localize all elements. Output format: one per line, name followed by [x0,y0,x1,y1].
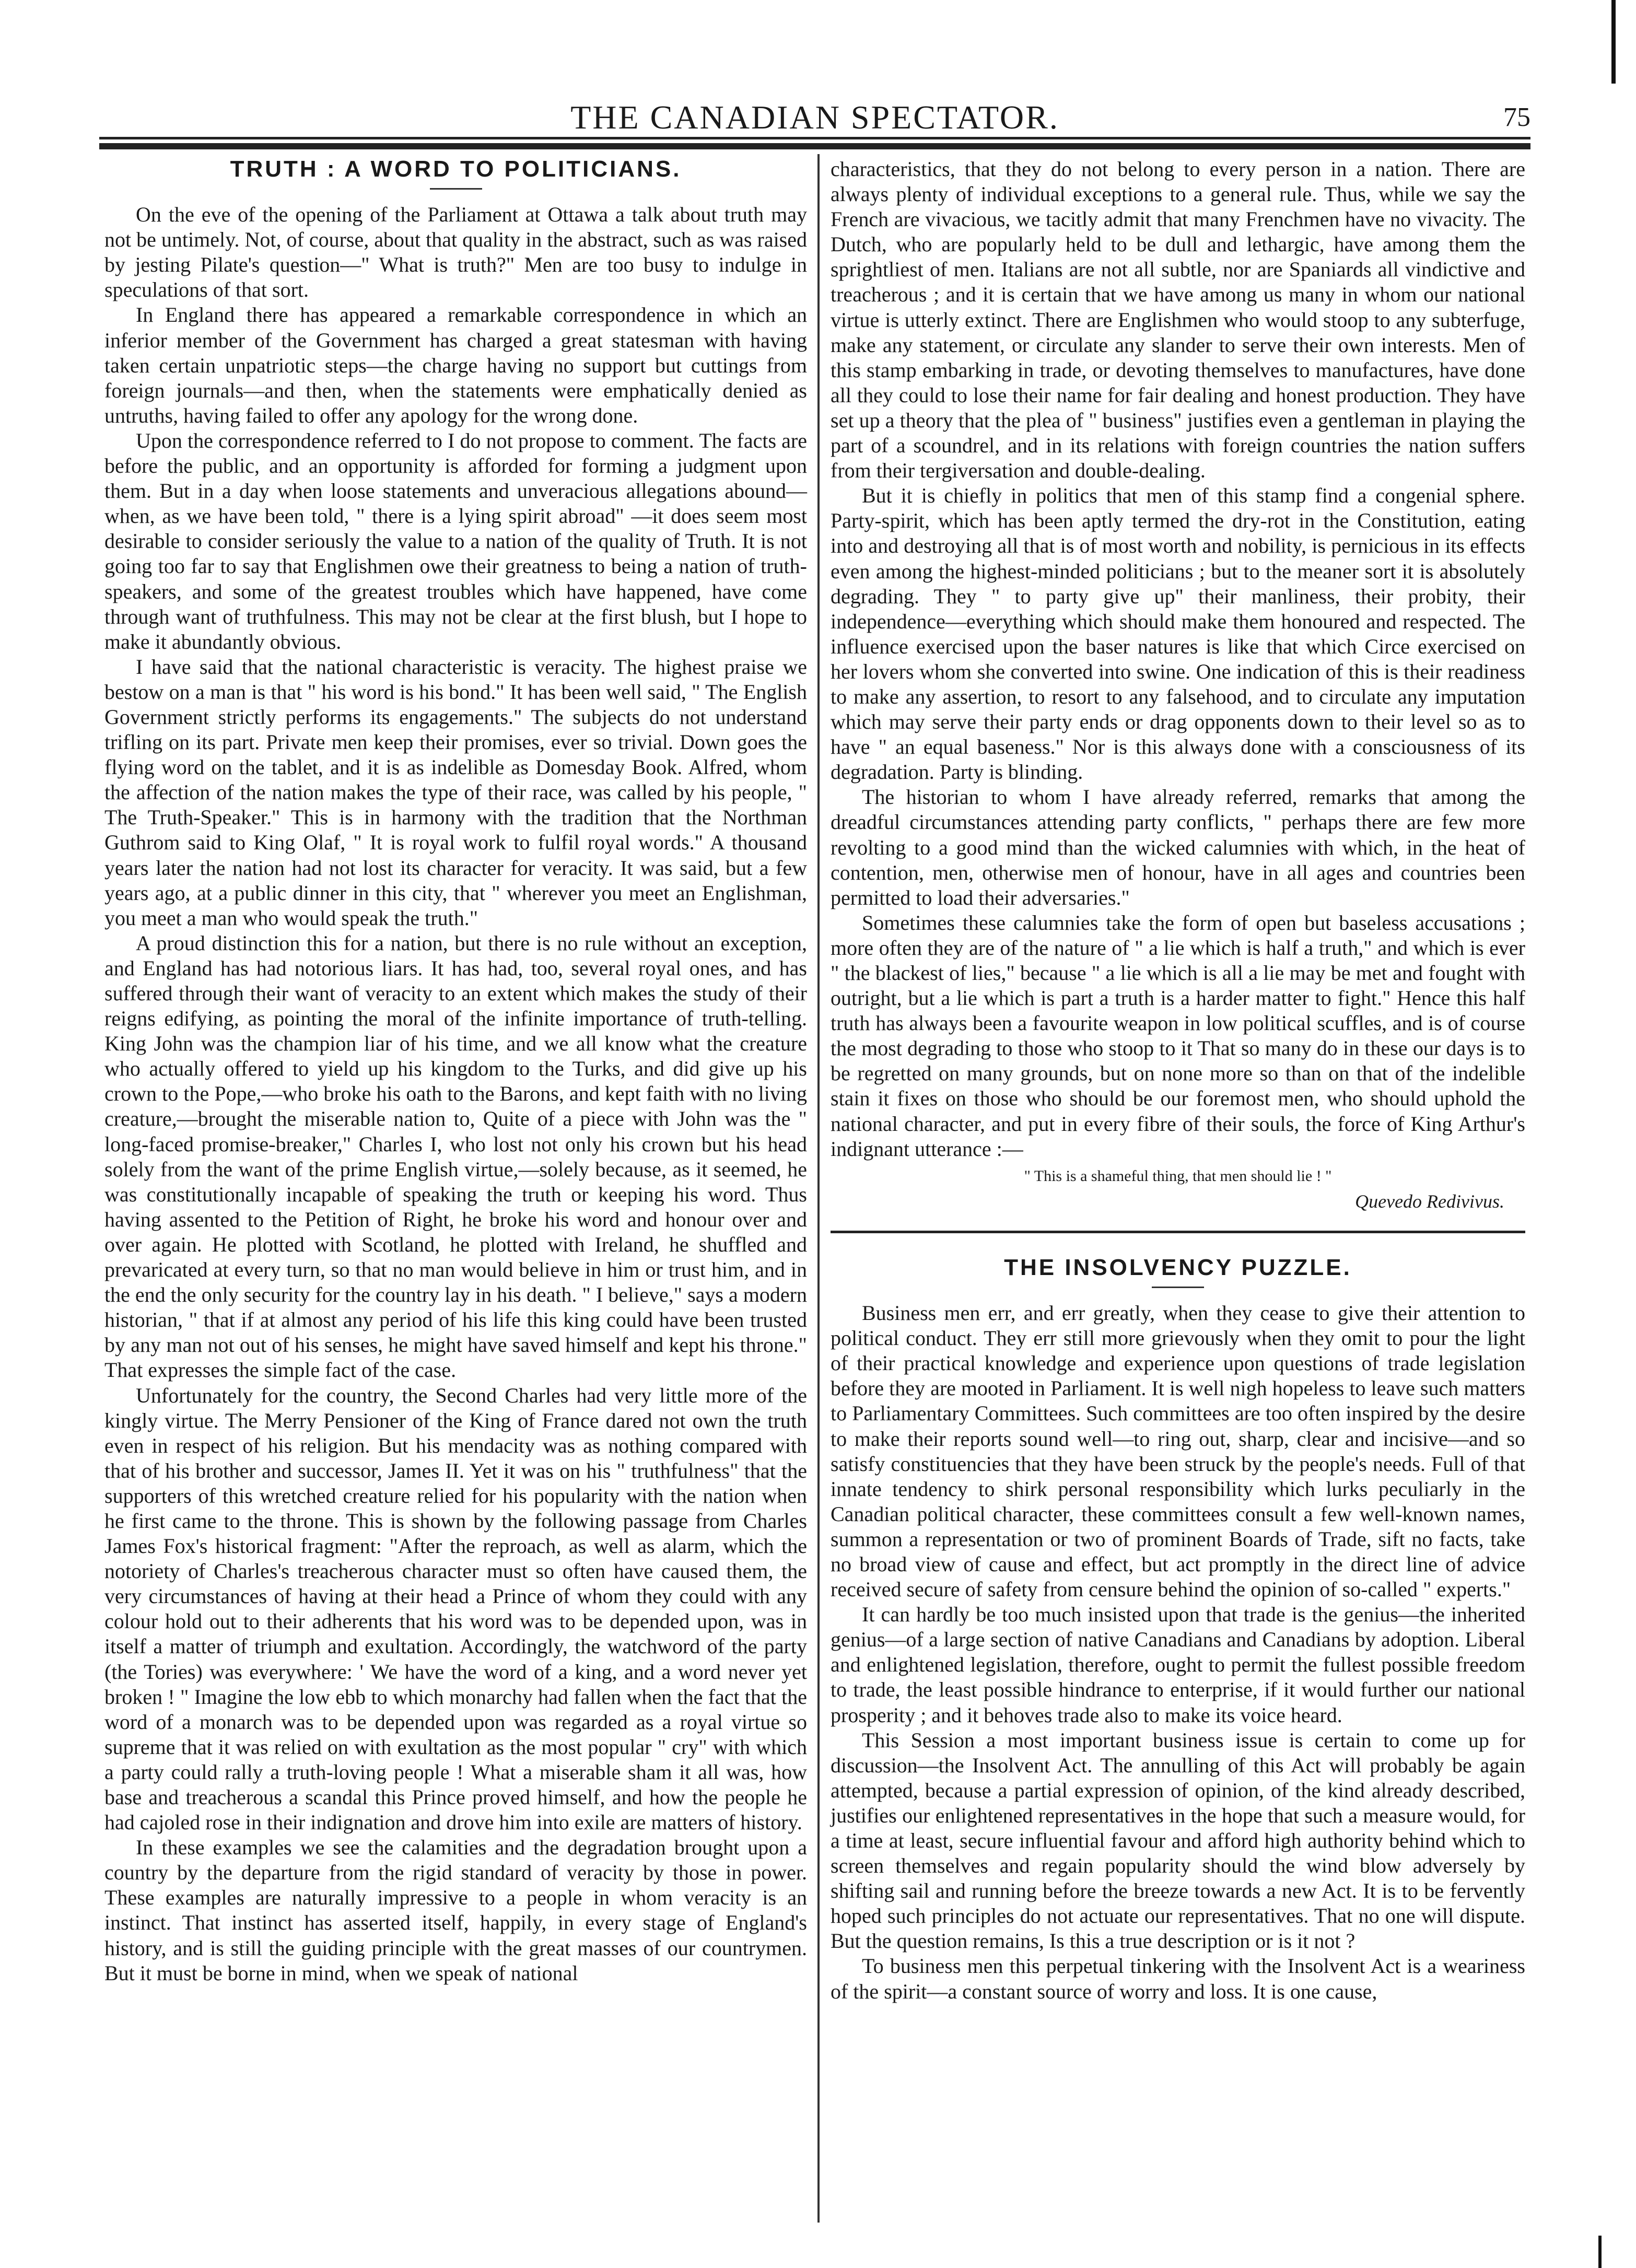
article-separator [831,1231,1525,1233]
right-column [831,157,1525,2004]
column-divider [817,154,820,2223]
page-number: 75 [1503,102,1530,132]
paragraph-continued: characteristics, that they do not belong to every person in a nation. There are always plenty of individual exceptions to a general rule. Thus, while we say the French are vivacious, we tacitly admit that many Frenchmen have no vivacity. The Dutch, who are popularly held to be dull and lethargic, have among them the sprightliest of men. Italians are not all subtle, nor are Spaniards all vindictive and treacherous ; and it is certain that we have among us many in whom our national virtue is utterly extinct. There are Englishmen who would stoop to any subterfuge, make any statement, or circulate any slander to serve their own interests. Men of this stamp embarking in trade, or devoting themselves to manufactures, have done all they could to lose their name for fair dealing and honest production. They have set up a theory that the plea of " business" justifies even a gentleman in playing the part of a scoundrel, and in its relations with foreign countries the nation suffers from their tergiversation and double-dealing. [831,157,1525,483]
paragraph: Upon the correspondence referred to I do not propose to comment. The facts are before the public, and an opportunity is afforded for forming a judgment upon them. But in a day when loose statements and unveracious allegations abound—when, as we have been told, " there is a lying spirit abroad" —it does seem most desirable to consider seriously the value to a nation of the quality of Truth. It is not going too far to say that Englishmen owe their greatness to being a nation of truth-speakers, and some of the greatest troubles which have happened, have come through want of truthfulness. This may not be clear at the first blush, but I hope to make it abundantly obvious. [104,428,807,653]
paragraph: To business men this perpetual tinkering with the Insolvent Act is a weariness of the spirit—a constant source of worry and loss. It is one cause, [831,1954,1525,2003]
closing-quote: " This is a shameful thing, that men should lie ! " [1024,1167,1332,1185]
masthead-title: THE CANADIAN SPECTATOR. [570,99,1059,136]
paragraph: I have said that the national characteristic is veracity. The highest praise we bestow on a man is that " his word is his bond." It has been well said, " The English Government strictly performs its engagements." The subjects do not understand trifling on its part. Private men keep their promises, ever so trivial. Down goes the flying word on the tablet, and it is as indelible as Domesday Book. Alfred, whom the affection of the nation makes the type of their race, was called by his people, " The Truth-Speaker." This is in harmony with the tradition that the Northman Guthrom said to King Olaf, " It is royal work to fulfil royal words." A thousand years later the nation had not lost its character for veracity. It was said, but a few years ago, at a public dinner in this city, that " wherever you meet an Englishman, you meet a man who would speak the truth." [104,654,807,930]
header-rule-thick [99,143,1530,149]
paragraph: But it is chiefly in politics that men of this stamp find a congenial sphere. Party-spirit, which has been aptly termed the dry-rot in the Constitution, eating into and destroying all that is of most worth and nobility, is pernicious in its effects even among the highest-minded politicians ; but to the meaner sort it is absolutely degrading. They " to party give up" their manliness, their probity, their independence—everything which should make them honoured and respected. The influence exercised upon the baser natures is like that which Circe exercised on her lovers whom she converted into swine. One indication of this is their readiness to make any assertion, to resort to any falsehood, and to circulate any imputation which may serve their party ends or drag opponents down to their level so as to have " an equal baseness." Nor is this always done with a consciousness of its degradation. Party is blinding. [831,484,1525,784]
title-underline [430,188,482,190]
paragraph: In these examples we see the calamities and the degradation brought upon a country by the departure from the rigid standard of veracity by those in power. These examples are naturally impressive to a people in whom veracity is an instinct. That instinct has asserted itself, happily, in every stage of England's history, and is still the guiding principle with the great masses of our countrymen. But it must be borne in mind, when we speak of national [104,1836,807,1985]
scan-edge-mark [1611,0,1616,84]
paragraph: A proud distinction this for a nation, but there is no rule without an exception, and England has had notorious liars. It has had, too, several royal ones, and has suffered through their want of veracity to an extent which makes the study of their reigns edifying, as pointing the moral of the infinite importance of truth-telling. King John was the champion liar of his time, and we all know what the creature who actually offered to yield up his kingdom to the Turks, and did give up his crown to the Pope,—who broke his oath to the Barons, and kept faith with no living creature,—brought the miserable nation to, Quite of a piece with John was the " long-faced promise-breaker," Charles I, who lost not only his crown but his head solely from the want of the prime English virtue,—solely because, as it seemed, he was constitutionally incapable of speaking the truth or keeping his word. Thus having assented to the Petition of Right, he broke his word and honour over and over again. He plotted with Scotland, he plotted with Ireland, he shuffled and prevaricated at every turn, so that no man would believe in him or trust him, and in the end the only security for the country lay in his death. " I believe," says a modern historian, " that if at almost any period of his life this king could have been trusted by any man not out of his senses, he might have saved himself and kept his throne." That expresses the simple fact of the case. [104,931,807,1382]
paragraph: Sometimes these calumnies take the form of open but baseless accusations ; more often they are of the nature of " a lie which is half a truth," and which is ever " the blackest of lies," because " a lie which is all a lie may be met and fought with outright, but a lie which is part a truth is a harder matter to fight." Hence this half truth has always been a favourite weapon in low political scuffles, and is of course the most degrading to those who stoop to it That so many do in these our days is to be regretted on many grounds, but on none more so than on that of the indelible stain it fixes on those who should be our foremost men, who should uphold the national character, and put in every fibre of their souls, the force of King Arthur's indignant utterance :— [831,910,1525,1161]
author-signature: Quevedo Redivivus. [1355,1190,1504,1212]
left-column [104,157,807,1986]
paragraph: On the eve of the opening of the Parliament at Ottawa a talk about truth may not be untimely. Not, of course, about that quality in the abstract, such as was raised by jesting Pilate's question—" What is truth?" Men are too busy to indulge in speculations of that sort. [104,203,807,302]
article-title-insolvency: THE INSOLVENCY PUZZLE. [1004,1254,1352,1280]
scan-corner-mark [1598,2236,1615,2268]
title-underline [1152,1287,1204,1288]
header-rule-thin [99,137,1530,139]
paragraph: It can hardly be too much insisted upon that trade is the genius—the inherited genius—of a large section of native Canadians and Canadians by adoption. Liberal and enlightened legislation, therefore, ought to permit the fullest possible freedom to trade, the least possible hindrance to enterprise, if it would further our national prosperity ; and it behoves trade also to make its voice heard. [831,1603,1525,1727]
paragraph: In England there has appeared a remarkable correspondence in which an inferior member of the Government has charged a great statesman with having taken certain unpatriotic steps—the charge having no support but cuttings from foreign journals—and then, when the statements were emphatically denied as untruths, having failed to offer any apology for the wrong done. [104,303,807,427]
page-header [99,94,1530,141]
paragraph: Unfortunately for the country, the Second Charles had very little more of the kingly virtue. The Merry Pensioner of the King of France dared not own the truth even in respect of his religion. But his mendacity was as nothing compared with that of his brother and successor, James II. Yet it was on his " truthfulness" that the supporters of this wretched creature relied for his popularity with the nation when he first came to the throne. This is shown by the following passage from Charles James Fox's historical fragment: "After the reproach, as well as alarm, which the notoriety of Charles's treacherous character must so often have caused them, the very circumstances of having at their head a Prince of whom they could with any colour hold out to their adherents that his word was to be depended upon, was in itself a matter of triumph and exultation. Accordingly, the watchword of the party (the Tories) was everywhere: ' We have the word of a king, and a word never yet broken ! " Imagine the low ebb to which monarchy had fallen when the fact that the word of a monarch was to be depended upon was regarded as a royal virtue so supreme that it was relied on with exultation as the most popular " cry" with which a party could rally a truth-loving people ! What a miserable sham it all was, how base and treacherous a scandal this Prince proved himself, and how the people he had cajoled rose in their indignation and drove him into exile are matters of history. [104,1383,807,1834]
paragraph: This Session a most important business issue is certain to come up for discussion—the Insolvent Act. The annulling of this Act will probably be again attempted, because a partial expression of opinion, of the kind already described, justifies our enlightened representatives in the hope that such a measure would, for a time at least, secure influential favour and afford high authority behind which to screen themselves and regain popularity should the wind blow adversely by shifting sail and running before the breeze towards a new Act. It is to be fervently hoped such principles do not actuate our representatives. That no one will dispute. But the question remains, Is this a true description or is it not ? [831,1728,1525,1953]
paragraph: The historian to whom I have already referred, remarks that among the dreadful circumstances attending party conflicts, " perhaps there are few more revolting to a good mind than the wicked calumnies with which, in the heat of contention, men, otherwise men of honour, have in all ages and countries been permitted to load their adversaries." [831,785,1525,909]
paragraph: Business men err, and err greatly, when they cease to give their attention to political conduct. They err still more grievously when they omit to pour the light of their practical knowledge and experience upon questions of trade legislation before they are mooted in Parliament. It is well nigh hopeless to leave such matters to Parliamentary Committees. Such committees are too often inspired by the desire to make their reports sound well—to ring out, sharp, clear and incisive—and so satisfy constituencies that they have been struck by the people's needs. Full of that innate tendency to shirk personal responsibility which lurks peculiarly in the Canadian political character, these committees consult a few well-known names, summon a representation or two of prominent Boards of Trade, sift no facts, take no broad view of cause and effect, but act promptly in the direct line of advice received secure of safety from censure behind the opinion of so-called " experts." [831,1301,1525,1601]
article-title-truth: TRUTH : A WORD TO POLITICIANS. [230,156,682,182]
